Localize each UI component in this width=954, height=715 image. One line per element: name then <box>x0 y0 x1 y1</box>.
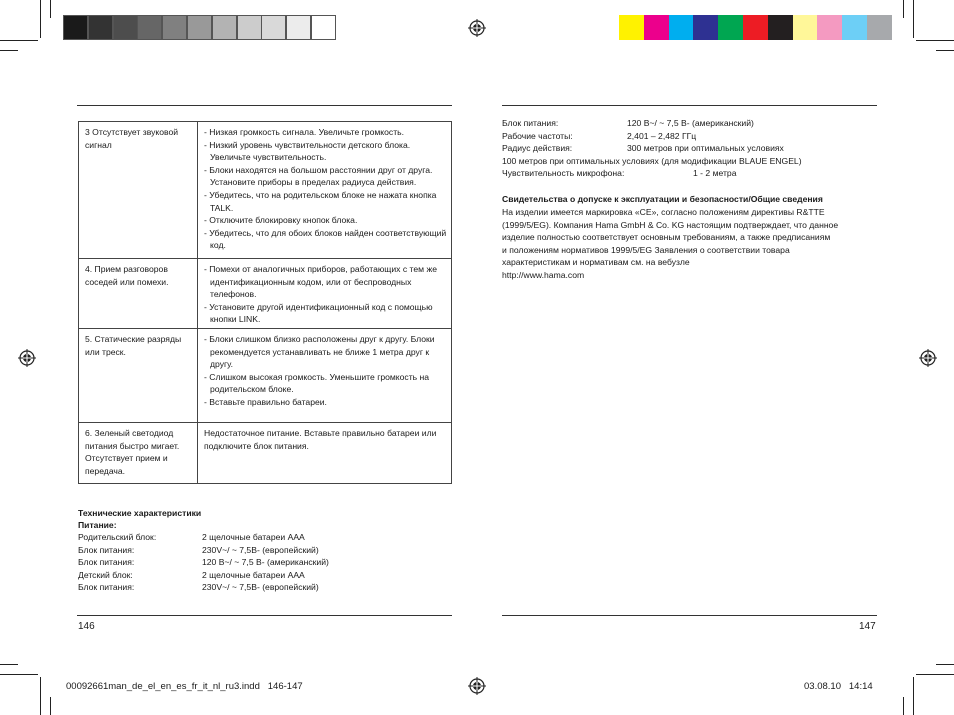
color-swatch <box>693 15 718 40</box>
range-line: 100 метров при оптимальных условиях (для модификации BLAUE ENGEL) <box>502 156 802 166</box>
gray-swatch <box>137 15 162 40</box>
color-swatch <box>867 15 892 40</box>
header-rule-left <box>77 105 452 106</box>
page-number-left: 146 <box>78 621 95 632</box>
table-row <box>79 122 452 259</box>
registration-mark-icon <box>18 349 36 367</box>
spec-value: 230V~/ ~ 7,5В- (европейский) <box>202 582 319 593</box>
gray-swatch <box>113 15 138 40</box>
crop-mark <box>913 0 914 38</box>
color-swatch <box>793 15 818 40</box>
gray-swatch <box>261 15 286 40</box>
crop-mark <box>0 674 38 675</box>
solution-item: - Блоки находятся на большом расстоянии друг от друга. Установите приборы в пределах радиуса действия. <box>204 164 433 188</box>
gray-swatch <box>187 15 212 40</box>
gray-swatch <box>311 15 336 40</box>
gray-swatch <box>237 15 262 40</box>
problem-cell: 6. Зеленый светодиод питания быстро мигает. Отсутствует прием и передача. <box>79 423 198 484</box>
spec-value: 120 В~/ ~ 7,5 В- (американский) <box>202 557 329 568</box>
solution-cell <box>198 259 452 329</box>
color-swatch <box>842 15 867 40</box>
tech-specs-heading: Технические характеристики <box>78 508 202 518</box>
solution-item: - Низкая громкость сигнала. Увеличьте громкость. <box>204 127 405 137</box>
footer-rule-left <box>77 615 452 616</box>
solution-item: - Вставьте правильно батареи. <box>204 396 327 407</box>
crop-mark <box>40 0 41 38</box>
spec-label: Блок питания: <box>78 557 135 568</box>
spec-value: 2,401 – 2,482 ГГц <box>627 130 697 141</box>
crop-mark <box>916 40 954 41</box>
table-row <box>79 259 452 329</box>
crop-mark <box>50 697 51 715</box>
cert-line: изделие полностью соответствует основным требованиям, а также предписаниям <box>502 232 831 243</box>
registration-mark-icon <box>468 677 486 695</box>
spec-value: 120 В~/ ~ 7,5 В- (американский) <box>627 118 754 128</box>
footer-rule-right <box>502 615 877 616</box>
color-swatch <box>644 15 669 40</box>
header-rule-right <box>502 105 877 106</box>
solution-cell <box>198 423 452 484</box>
solution-item: - Слишком высокая громкость. Уменьшите громкость на родительском блоке. <box>204 371 430 395</box>
cert-line: (1999/5/EG). Компания Hama GmbH & Co. KG настоящим подтверждает, что данное <box>502 219 839 230</box>
mic-label: Чувствительность микрофона: <box>502 168 625 178</box>
problem-cell: 3 Отсутствует звуковой сигнал <box>79 122 198 259</box>
slug-filename: 00092661man_de_el_en_es_fr_it_nl_ru3.indd 146-147 <box>66 681 303 692</box>
solution-item: - Убедитесь, что на родительском блоке не нажата кнопка TALK. <box>204 189 437 213</box>
crop-mark <box>0 40 38 41</box>
crop-mark <box>40 677 41 715</box>
color-swatch <box>743 15 768 40</box>
gray-swatch <box>286 15 311 40</box>
spec-value: 2 щелочные батареи AAA <box>202 569 305 580</box>
mic-value: 1 - 2 метра <box>693 168 737 178</box>
crop-mark <box>0 664 18 665</box>
solution-item: - Низкий уровень чувствительности детского блока. Увеличьте чувствительность. <box>204 139 411 163</box>
solution-cell <box>198 329 452 423</box>
solution-cell <box>198 122 452 259</box>
spec-value: 2 щелочные батареи AAA <box>202 532 305 542</box>
crop-mark <box>0 50 18 51</box>
color-swatch <box>619 15 644 40</box>
color-swatch <box>669 15 694 40</box>
problem-cell: 5. Статические разряды или треск. <box>79 329 198 423</box>
spec-label: Радиус действия: <box>502 143 573 154</box>
crop-mark <box>50 0 51 18</box>
color-swatch <box>817 15 842 40</box>
spec-value: 300 метров при оптимальных условиях <box>627 143 784 154</box>
spec-label: Родительский блок: <box>78 532 157 542</box>
power-heading: Питание: <box>78 520 117 530</box>
solution-item: Недостаточное питание. Вставьте правильно батареи или подключите блок питания. <box>204 428 437 451</box>
solution-item: - Помехи от аналогичных приборов, работающих с тем же идентификационным кодом, или от беспроводных телефонов. <box>204 264 437 300</box>
color-swatch <box>768 15 793 40</box>
slug-datetime: 03.08.10 14:14 <box>804 681 873 692</box>
gray-swatch <box>212 15 237 40</box>
crop-mark <box>916 674 954 675</box>
crop-mark <box>936 664 954 665</box>
gray-swatch <box>88 15 113 40</box>
spec-value: 230V~/ ~ 7,5В- (европейский) <box>202 544 319 555</box>
solution-item: - Блоки слишком близко расположены друг к другу. Блоки рекомендуется устанавливать не ближе 1 метра друг к другу. <box>204 334 435 370</box>
website-link[interactable]: http://www.hama.com <box>502 270 585 280</box>
table-row <box>79 423 452 484</box>
troubleshooting-table <box>78 121 452 484</box>
solution-item: - Отключите блокировку кнопок блока. <box>204 215 358 226</box>
gray-swatch <box>162 15 187 40</box>
color-swatch <box>718 15 743 40</box>
solution-item: - Установите другой идентификационный код с помощью кнопки LINK. <box>204 301 433 325</box>
cert-line: На изделии имеется маркировка «CE», согласно положениям директивы R&TTE <box>502 207 825 217</box>
crop-mark <box>903 697 904 715</box>
crop-mark <box>936 50 954 51</box>
cert-line: и положениям нормативов 1999/5/EG Заявления о соответствии товара <box>502 244 790 255</box>
spec-label: Блок питания: <box>78 544 135 555</box>
spec-label: Детский блок: <box>78 569 133 580</box>
spec-label: Блок питания: <box>502 118 559 128</box>
crop-mark <box>913 677 914 715</box>
crop-mark <box>903 0 904 18</box>
table-row <box>79 329 452 423</box>
solution-item: - Убедитесь, что для обоих блоков найден соответствующий код. <box>204 227 447 251</box>
spec-label: Блок питания: <box>78 582 135 593</box>
cert-line: характеристикам и нормативам см. на вебузле <box>502 257 690 268</box>
gray-swatch <box>63 15 88 40</box>
problem-cell: 4. Прием разговоров соседей или помехи. <box>79 259 198 329</box>
spec-label: Рабочие частоты: <box>502 130 573 141</box>
cert-heading: Свидетельства о допуске к эксплуатации и безопасности/Общие сведения <box>502 194 823 204</box>
registration-mark-icon <box>919 349 937 367</box>
registration-mark-icon <box>468 19 486 37</box>
page-number-right: 147 <box>859 621 876 632</box>
